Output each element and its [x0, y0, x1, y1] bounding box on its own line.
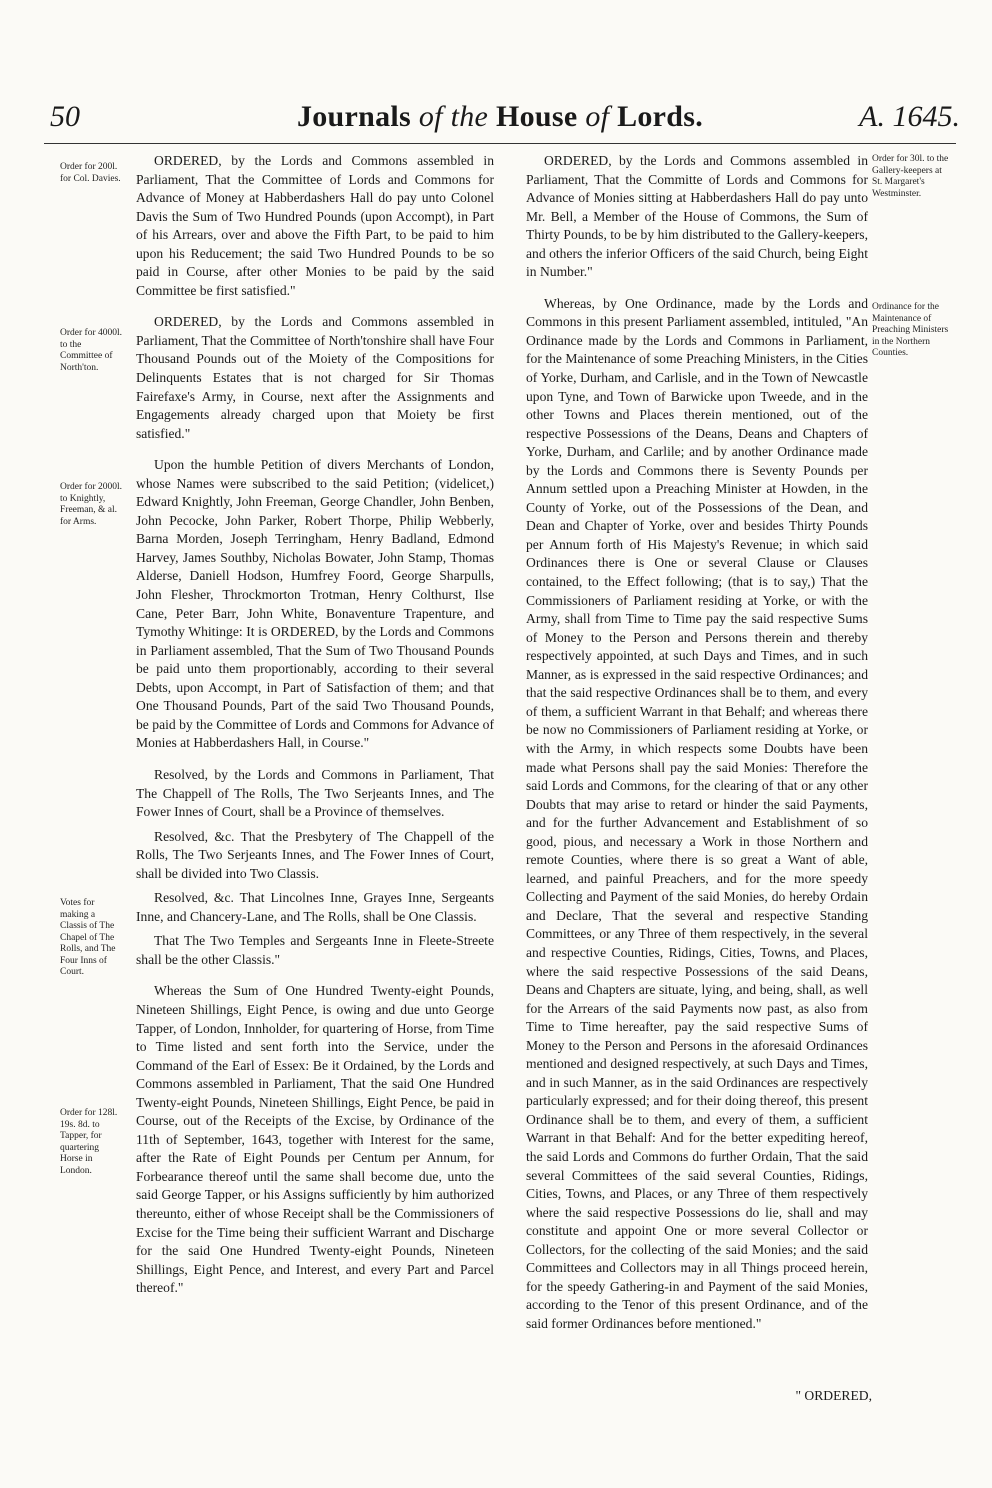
entry-order-col-davies [122, 152, 494, 300]
title-word-of: of [418, 100, 443, 133]
entry-order-tapper [122, 982, 494, 1297]
margin-note-right-2: Ordinance for the Maintenance of Preaching Ministers in the Northern Counties. [872, 302, 949, 358]
title-word-lords: Lords. [617, 100, 704, 133]
paragraph: ORDERED, by the Lords and Commons assembled in Parliament, That the Committee of North'tonshire shall have Four Thousand Pounds out of the Moiety of the Compositions for Delinquents Estates that is not charged for Sir Thomas Fairefaxe's Army, in Course, next after the Assignments and Engagements already charged upon that Moiety be first satisfied." [136, 314, 494, 441]
left-column [122, 152, 494, 1298]
entry-order-gallery-keepers [512, 152, 868, 282]
title-word-journals: Journals [296, 100, 412, 133]
page-number: 50 [50, 100, 80, 133]
entry-ordinance-preaching-ministers [512, 295, 868, 1334]
paragraph: Upon the humble Petition of divers Merchants of London, whose Names were subscribed to the said Petition; (videlicet,) Edward Knightly, John Freeman, George Chandler, John Benben, John Pecocke, John Parker, Robert Thorpe, Philip Webberly, Barna Morden, Joseph Terringham, Henry Badland, Edmond Harvey, James Southby, Nicholas Bowater, John Stamp, Thomas Alderse, Daniell Hodson, Humfrey Foord, George Sharpulls, John Flesher, Throckmorton Trotman, Henry Colthurst, Ilse Cane, Peter Barr, John White, Bonaventure Trapenture, and Tymothy Whitinge: It is ORDERED, by the Lords and Commons in Parliament assembled, That the Sum of Two Thousand Pounds be paid unto them proportionably, according to their several Debts, upon Accompt, in Part of Satisfaction of them; and that One Thousand Pounds, Part of the said Two Thousand Pounds, be paid by the Committee of Lords and Commons for Advance of Monies at Habberdashers Hall, in Course." [136, 457, 494, 751]
right-column [512, 152, 868, 1333]
catchword: " ORDERED, [795, 1388, 872, 1403]
title-word-house: House [495, 100, 578, 133]
paragraph: ORDERED, by the Lords and Commons assembled in Parliament, That the Committee of Lords and Commons for Advance of Money at Habberdashers Hall do pay unto Colonel Davis the Sum of Two Hundred Pounds (upon Accompt), in Part of his Arrears, over and above the Fifth Part, to be paid to him upon his Reducement; the said Two Hundred Pounds to be so paid in Course, after other Monies to be paid by the said Committee be first satisfied." [136, 153, 494, 298]
running-title [40, 100, 960, 134]
entry-votes-classis [122, 766, 494, 969]
margin-note-left-1: Order for 200l. for Col. Davies. [60, 162, 121, 184]
entry-order-merchants [122, 456, 494, 753]
paragraph: Resolved, by the Lords and Commons in Parliament, That The Chappell of The Rolls, The Two Serjeants Innes, and The Fower Innes of Court, shall be a Province of themselves. [136, 766, 494, 820]
page-header [40, 100, 960, 148]
paragraph: Resolved, &c. That the Presbytery of The Chappell of the Rolls, The Two Serjeants Innes, and The Fower Innes of Court, shall be divided into Two Classis. [136, 828, 494, 881]
margin-note-left-3: Order for 2000l. to Knightly, Freeman, & al. for Arms. [60, 482, 122, 527]
paragraph: Whereas the Sum of One Hundred Twenty-eight Pounds, Nineteen Shillings, Eight Pence, is owing and due unto George Tapper, of London, Innholder, for quartering of Horse, from Time to Time listed and sent forth into the Service, under the Command of the Earl of Essex: Be it Ordained, by the Lords and Commons assembled in Parliament, That the said One Hundred Twenty-eight Pounds, Nineteen Shillings, Eight Pence, be paid in Course, out of the Receipts of the Excise, by Ordinance of the 11th of September, 1643, together with Interest for the same, after the Rate of Eight Pounds per Centum per Annum, for Forbearance thereof until the same shall become due, unto the said George Tapper, or his Assigns sufficiently by him authorized thereunto, either of whose Receipt shall be the Commissioners of Excise for the Time being their sufficient Warrant and Discharge for the said One Hundred Twenty-eight Pounds, Nineteen Shillings, Eight Pence, and Interest, and every Part and Parcel thereof." [136, 983, 494, 1296]
paragraph: ORDERED, by the Lords and Commons assembled in Parliament, That the Committe of Lords and Commons for Advance of Monies sitting at Habberdashers Hall do pay unto Mr. Bell, a Member of the House of Commons, the Sum of Thirty Pounds, to be by him distributed to the Gallery-keepers, and others the inferior Officers of the said Church, being Eight in Number." [526, 153, 868, 280]
paragraph: Whereas, by One Ordinance, made by the Lords and Commons in this present Parliament assembled, intituled, "An Ordinance made by the Lords and Commons in Parliament, for the Maintenance of some Preaching Ministers, in the Cities of Yorke, Durham, and Carlisle, and in the Town of Newcastle upon Tyne, and Town of Barwicke upon Tweede, and in the other Towns and Places therein mentioned, out of the respective Possessions of the Deans, Deans and Chapters of Yorke, Durham, and Carlile; and by another Ordinance made by the Lords and Commons there is Seventy Pounds per Annum settled upon a Preaching Minister at Howden, in the County of Yorke, out of the Possessions of the Dean, and Dean and Chapter of Yorke, over and besides Thirty Pounds per Annum forth of His Majesty's Revenue; in which said Ordinances there is One or several Clause or Clauses contained, to the Effect following; (that is to say,) That the Commissioners of Parliament residing at Yorke, or with the Army, shall from Time to Time pay the said respective Sums of Money to the Person and Persons therein and thereby respectively appointed, at such Days and Times, and in such Manner, as is expressed in the said respective Ordinances; and that the said respective Ordinances shall be to them, and every of them, a sufficient Warrant in that Behalf; and whereas there be now no Commissioners of Parliament residing at Yorke, or with the Army, in which respects some Doubts have been made what Persons shall pay the said Monies: Therefore the said Lords and Commons, for the clearing of that or any other Doubts that may arise to retard or hinder the said Payments, and for the further Advancement and Establishment of so good, pious, and necessary a Work in those Northern and remote Counties, where there is so great a Want of able, learned, and painful Preachers, and for the more speedy Collecting and Payment of the said Monies, do hereby Ordain and Declare, That the several and respective Standing Committees, or any Three of them respectively, in the several and respective Counties, Ridings, Cities, Towns, and Places, where the said respective Possessions of the said Deans, Deans and Chapters are situate, lying, and being, shall, as well for the Arrears of the said Payments now past, as also from Time to Time hereafter, pay the said respective Sums of Money to the Person and Persons in the aforesaid Ordinances mentioned and designed respectively, at such Days and Times, and in such Manner, as in the said Ordinances are respectively particularly expressed; and for their doing thereof, this present Ordinance shall be to them, and every of them, a sufficient Warrant in that Behalf: And for the better expediting hereof, the said Lords and Commons do further Ordain, That the said several Committees of the said several Counties, Ridings, Cities, Towns, and Places, or any Three of them respectively where the said respective Possessions do lie, shall and may constitute and appoint One or more several Collector or Collectors, for the collecting of the said Monies; and the said Committees and Collectors may in all Things proceed herein, for the speedy Gathering-in and Payment of the said Monies, according to the Tenor of this present Ordinance, and of the said former Ordinances before mentioned." [526, 295, 868, 1331]
margin-note-left-2: Order for 4000l. to the Committee of North'ton. [60, 328, 122, 373]
paragraph: That The Two Temples and Sergeants Inne in Fleete-Streete shall be the other Classis." [136, 933, 494, 967]
margin-note-left-5: Order for 128l. 19s. 8d. to Tapper, for quartering Horse in London. [60, 1108, 118, 1176]
header-rule [44, 143, 956, 144]
margin-note-right-1: Order for 30l. to the Gallery-keepers at St. Margaret's Westminster. [872, 154, 949, 199]
margin-note-left-4: Votes for making a Classis of The Chapel of The Rolls, and The Four Inns of Court. [60, 898, 116, 977]
title-word-of-2: of [585, 100, 610, 133]
entry-order-northton [122, 313, 494, 443]
paragraph: Resolved, &c. That Lincolnes Inne, Grayes Inne, Sergeants Inne, and Chancery-Lane, and The Rolls, shall be One Classis. [136, 890, 494, 924]
page-year: A. 1645. [859, 100, 960, 133]
title-word-the: the [450, 100, 489, 133]
